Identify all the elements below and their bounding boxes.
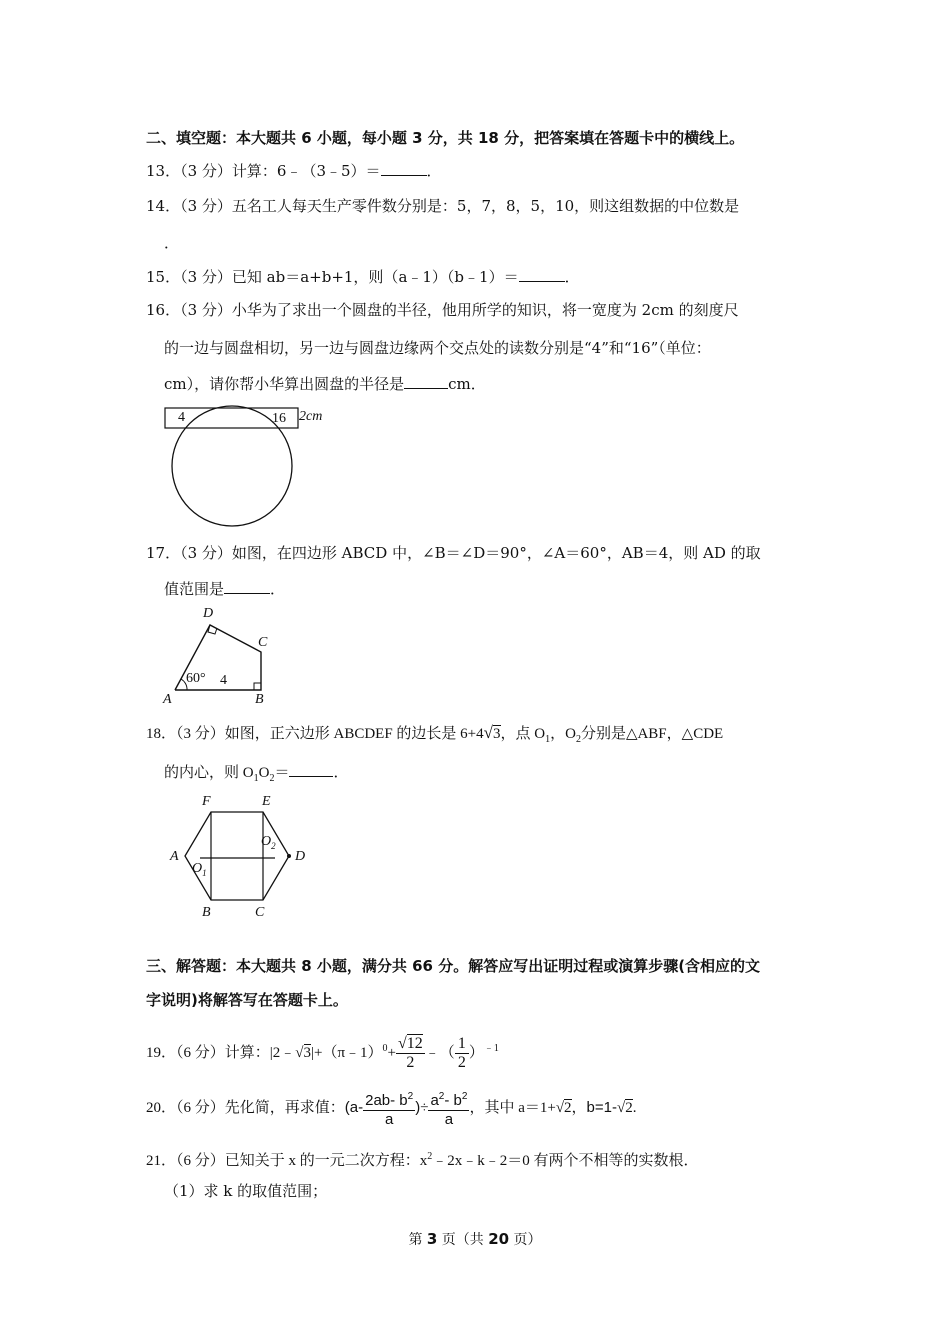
q16-line2: 的一边与圆盘相切，另一边与圆盘边缘两个交点处的读数分别是“4”和“16”（单位： <box>164 339 711 357</box>
vertex-B: B <box>255 692 264 707</box>
hexagon-diagram <box>165 792 315 927</box>
section3-heading-line1: 三、解答题：本大题共 8 小题，满分共 66 分。解答应写出证明过程或演算步骤(含相应的文 <box>146 957 761 975</box>
footer-post: 页） <box>509 1232 542 1248</box>
q16-answer-blank <box>404 374 448 389</box>
q18-line1b: ，点 O <box>500 726 546 742</box>
q13-answer-blank <box>381 161 427 176</box>
q19-exp: ﹣1 <box>483 1043 499 1054</box>
q20-open: (a- <box>344 1099 364 1116</box>
q17-line2 <box>164 579 285 599</box>
q18-line1 <box>146 723 723 750</box>
ruler-width-label: 2cm <box>299 409 323 424</box>
angle-label-60: 60° <box>186 671 206 686</box>
q20-div: ÷ <box>420 1100 429 1116</box>
footer-mid: 页（共 <box>437 1232 489 1248</box>
q17-figure <box>160 606 280 710</box>
q21-line1b: ﹣2x﹣k﹣2＝0 有两个不相等的实数根． <box>432 1153 699 1169</box>
q19-mid: |+（π﹣1） <box>311 1045 383 1061</box>
q19-plus: + <box>387 1045 397 1061</box>
q19-prefix: 19．（6 分）计算：|2﹣ <box>146 1045 296 1061</box>
q18-sqrt-arg: 3 <box>493 726 501 742</box>
hex-vertex-E: E <box>262 794 271 809</box>
q20-b-text: ，b=1- <box>571 1099 617 1116</box>
q14-line1: 14．（3 分）五名工人每天生产零件数分别是：5，7，8，5，10，则这组数据的中位数是 <box>146 197 740 215</box>
q18-line1c: ，O <box>550 726 576 742</box>
center-O1-label: $O_1$ <box>192 861 207 878</box>
q17-line1: 17．（3 分）如图，在四边形 ABCD 中，∠B＝∠D＝90°，∠A＝60°，AB＝4，则 AD 的取 <box>146 544 761 562</box>
vertex-A: A <box>163 692 172 707</box>
q19-close: ） <box>468 1045 484 1061</box>
q18-figure <box>165 792 315 927</box>
center-O2-label: $O_2$ <box>261 834 276 851</box>
q16-line3a: cm），请你帮小华算出圆盘的半径是 <box>164 375 405 393</box>
ruler-mark-16: 16 <box>272 411 286 426</box>
ruler-mark-4: 4 <box>178 410 185 425</box>
side-label-4: 4 <box>220 673 227 688</box>
q21-exp: 2 <box>427 1151 433 1162</box>
q19-exp0: 0 <box>382 1043 388 1054</box>
q18-sub2: 2 <box>575 734 581 745</box>
q16-line3 <box>164 374 486 394</box>
q18-line2d: 2 <box>269 773 275 784</box>
question-13 <box>146 161 442 181</box>
q19-fraction: $\frac{√12}{2}$ <box>398 1035 423 1072</box>
q15-text: 15．（3 分）已知 ab＝a+b+1，则（a﹣1）（b﹣1）＝ <box>146 268 519 286</box>
sqrt-sign: √ <box>617 1100 626 1116</box>
q20-sqrt-a: 2 <box>564 1100 572 1116</box>
q21-line1 <box>146 1147 699 1171</box>
question-19 <box>146 1028 499 1070</box>
footer-pre: 第 <box>408 1232 427 1248</box>
sqrt-sign: √ <box>483 723 493 742</box>
q17-end: ． <box>270 580 286 598</box>
q18-end: ． <box>333 765 349 781</box>
q18-line2b: 1 <box>253 773 259 784</box>
q18-line2 <box>164 762 348 789</box>
q20-prefix: 20．（6 分）先化简，再求值： <box>146 1100 345 1116</box>
q17-answer-blank <box>224 579 270 594</box>
q13-end: ． <box>426 162 442 180</box>
sqrt-sign: √ <box>295 1045 304 1061</box>
q19-half: $\frac{1}{2}$ <box>455 1035 469 1072</box>
q18-line1d: 分别是△ABF，△CDE <box>580 726 724 742</box>
q14-line2: ． <box>164 234 180 252</box>
q15-end: ． <box>564 268 580 286</box>
q18-answer-blank <box>289 762 333 777</box>
footer-total-pages: 20 <box>488 1230 510 1248</box>
q18-sub1: 1 <box>545 734 551 745</box>
q21-subquestion-1: （1）求 k 的取值范围； <box>164 1182 328 1200</box>
sqrt-sign: √ <box>555 1100 565 1116</box>
hex-vertex-B: B <box>202 905 211 920</box>
vertex-D: D <box>203 606 214 621</box>
hex-vertex-A: A <box>170 849 179 864</box>
question-20 <box>146 1086 636 1130</box>
hex-vertex-C: C <box>255 905 265 920</box>
q17-line2-text: 值范围是 <box>164 580 225 598</box>
q18-line1a: 18．（3 分）如图，正六边形 ABCDEF 的边长是 6+4 <box>146 726 484 742</box>
q18-line2a: 的内心，则 O <box>164 765 254 781</box>
page-footer <box>0 1229 950 1249</box>
q18-line2e: ＝ <box>274 765 290 781</box>
vertex-C: C <box>258 635 268 650</box>
footer-page-number: 3 <box>426 1230 438 1248</box>
hex-vertex-D: D <box>295 849 306 864</box>
q18-line2c: O <box>258 765 270 781</box>
q20-sqrt-b: 2 <box>625 1100 633 1116</box>
q20-fraction1: $\frac{2ab- b^2}{a}$ <box>363 1088 415 1129</box>
q20-mid: ，其中 a＝1+ <box>469 1100 556 1116</box>
q19-minus: ﹣（ <box>424 1045 455 1061</box>
q13-text: 13．（3 分）计算：6﹣（3﹣5）＝ <box>146 162 381 180</box>
q16-figure <box>160 400 340 530</box>
q16-line3b: cm． <box>448 375 486 393</box>
hex-vertex-F: F <box>202 794 211 809</box>
section2-heading: 二、填空题：本大题共 6 小题，每小题 3 分，共 18 分，把答案填在答题卡中的横线上。 <box>146 129 745 147</box>
section3-heading-line2: 字说明)将解答写在答题卡上。 <box>146 991 348 1009</box>
q20-fraction2: $\frac{a^2- b^2}{a}$ <box>428 1088 469 1129</box>
q20-end: . <box>632 1100 637 1116</box>
question-15 <box>146 267 580 287</box>
q21-line1a: 21．（6 分）已知关于 x 的一元二次方程：x <box>146 1153 428 1169</box>
q19-sqrt3: 3 <box>303 1045 311 1061</box>
q15-answer-blank <box>519 267 565 282</box>
q20-close: ) <box>415 1099 421 1116</box>
q16-line1: 16．（3 分）小华为了求出一个圆盘的半径，他用所学的知识，将一宽度为 2cm 的刻度尺 <box>146 301 739 319</box>
